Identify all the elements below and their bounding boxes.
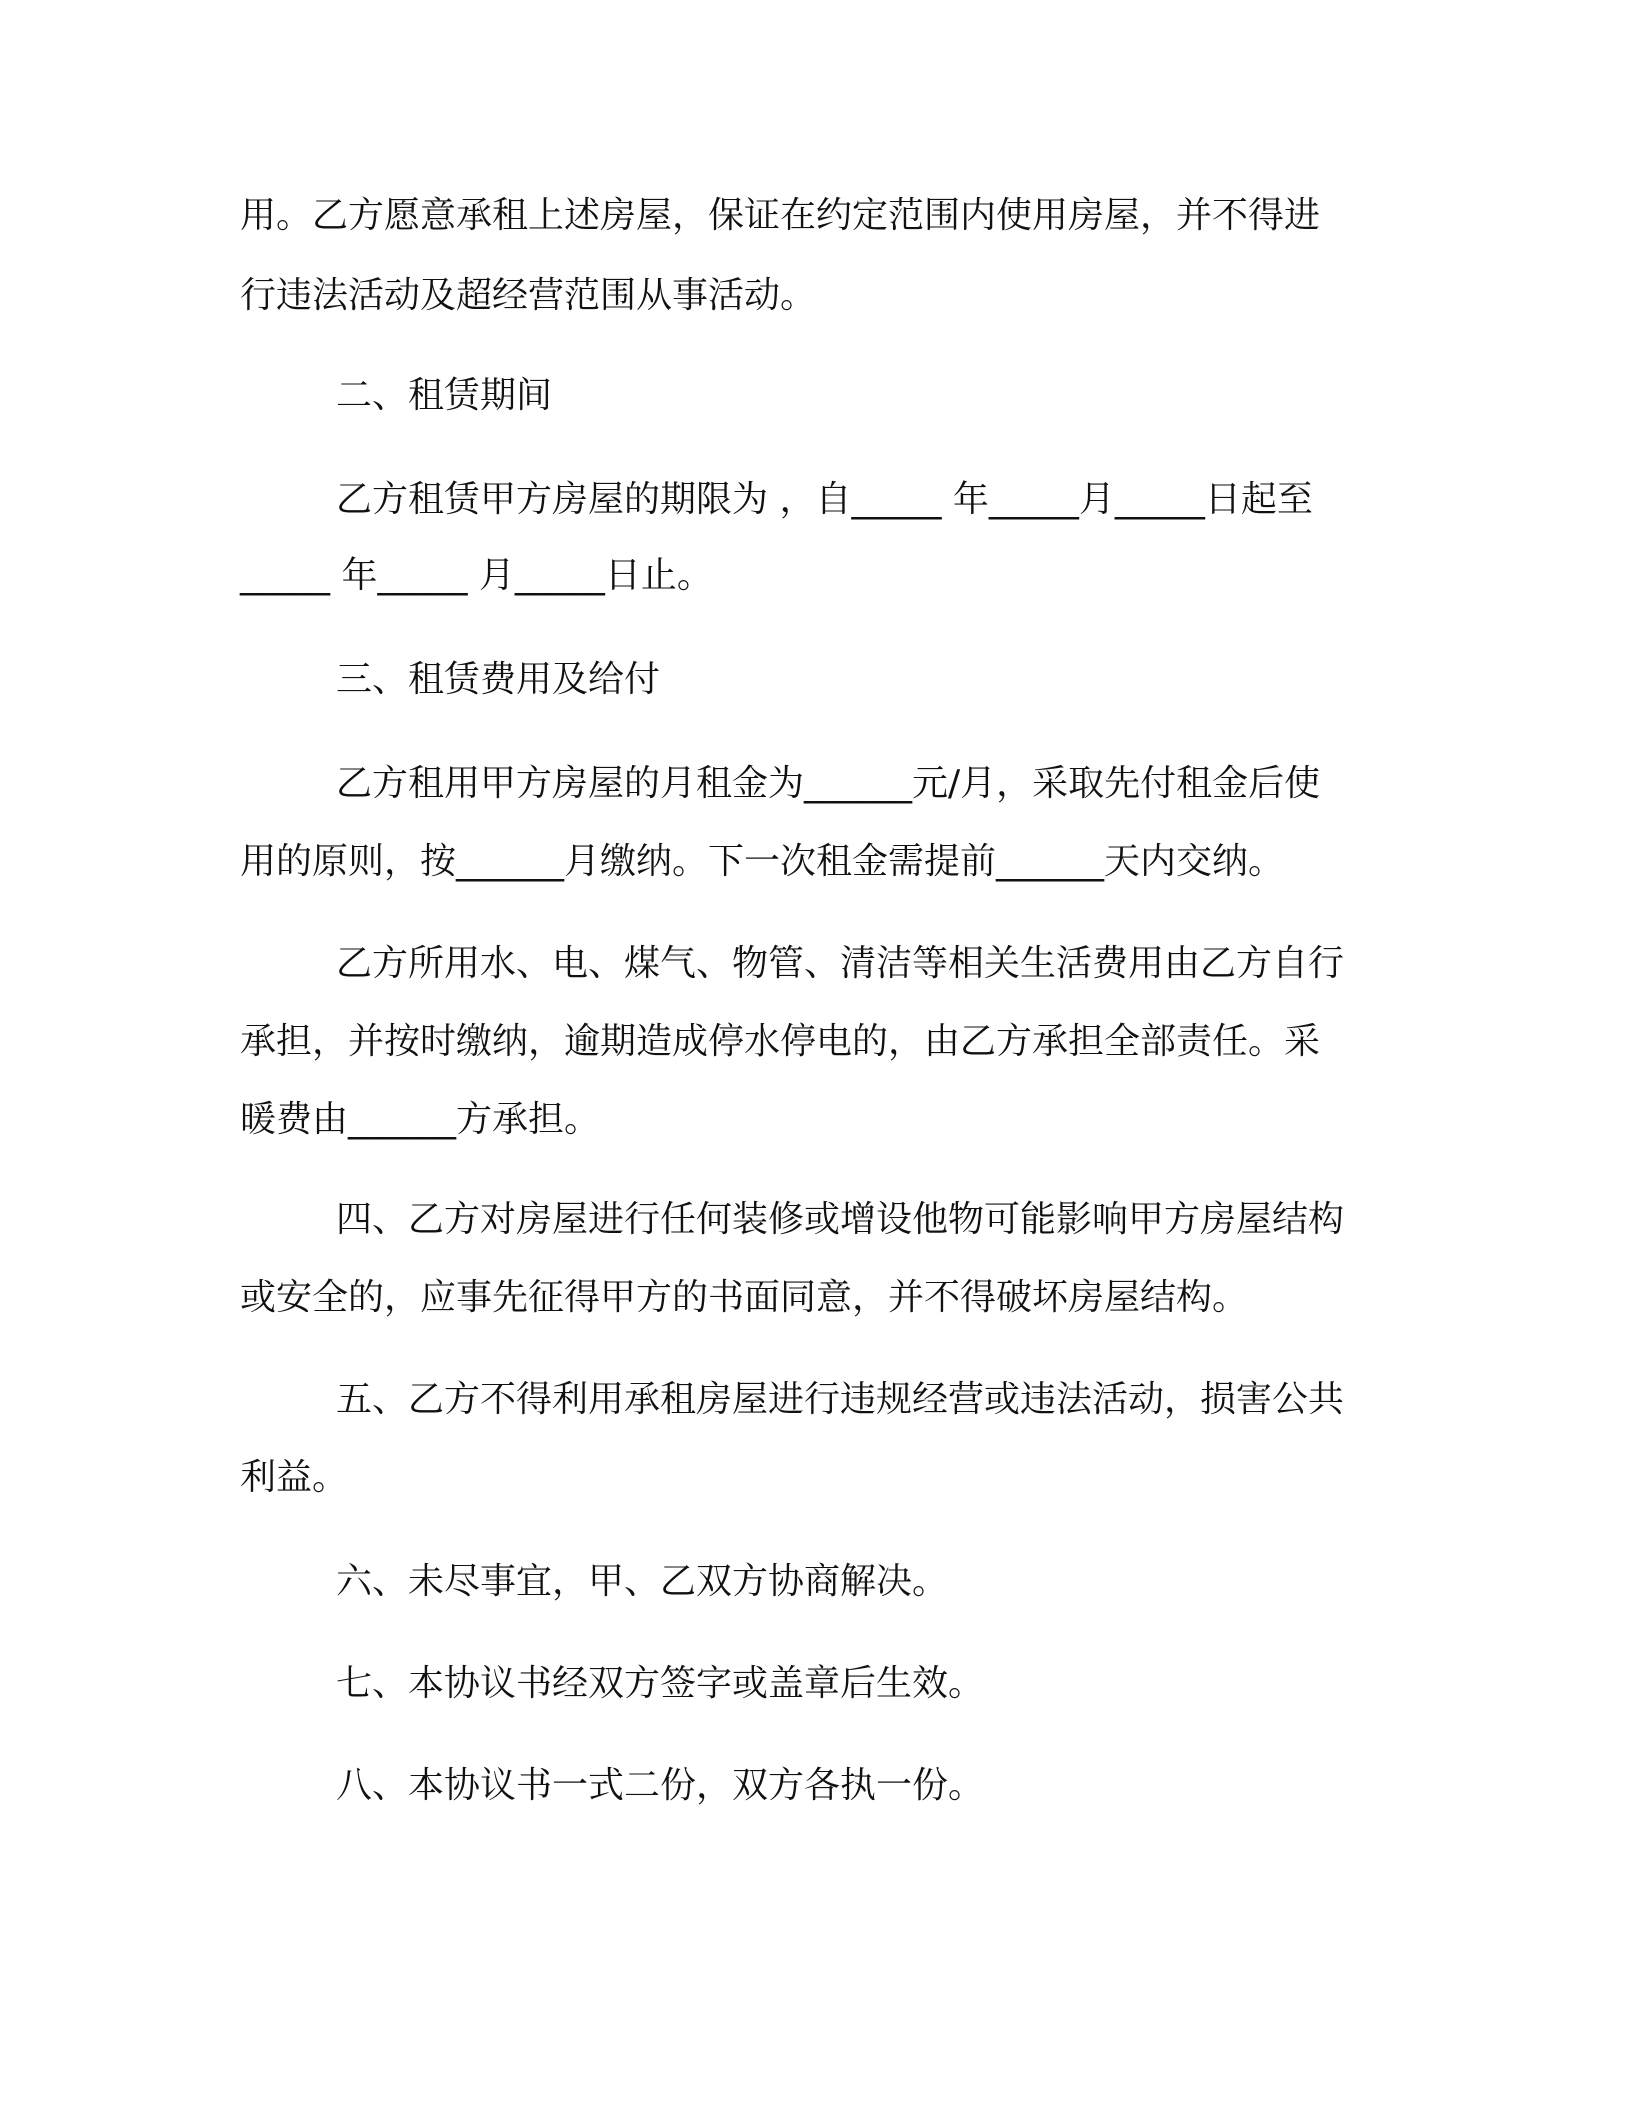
text-line: 行违法活动及超经营范围从事活动。 (240, 275, 817, 316)
text-line: 用。乙方愿意承租上述房屋，保证在约定范围内使用房屋，并不得进 (240, 195, 1321, 236)
text-line: 七、本协议书经双方签字或盖章后生效。 (336, 1663, 985, 1704)
section-heading: 三、租赁费用及给付 (336, 659, 661, 700)
text-line: 五、乙方不得利用承租房屋进行违规经营或违法活动，损害公共 (336, 1379, 1345, 1420)
text-line: _____ 年_____ 月_____日止。 (240, 555, 713, 596)
text-line: 或安全的，应事先征得甲方的书面同意，并不得破坏房屋结构。 (240, 1277, 1249, 1318)
text-line: 六、未尽事宜，甲、乙双方协商解决。 (336, 1561, 949, 1602)
text-line: 四、乙方对房屋进行任何装修或增设他物可能影响甲方房屋结构 (336, 1199, 1345, 1240)
text-line: 乙方所用水、电、煤气、物管、清洁等相关生活费用由乙方自行 (336, 943, 1345, 984)
text-line: 用的原则，按______月缴纳。下一次租金需提前______天内交纳。 (240, 841, 1285, 882)
text-line: 乙方租用甲方房屋的月租金为______元/月，采取先付租金后使 (336, 763, 1321, 804)
text-line: 八、本协议书一式二份，双方各执一份。 (336, 1765, 985, 1806)
section-heading: 二、租赁期间 (336, 375, 553, 416)
text-line: 暖费由______方承担。 (240, 1099, 601, 1140)
text-line: 承担，并按时缴纳，逾期造成停水停电的，由乙方承担全部责任。采 (240, 1021, 1321, 1062)
text-line: 利益。 (240, 1457, 349, 1498)
text-line: 乙方租赁甲方房屋的期限为 ，自_____ 年_____月_____日起至 (336, 479, 1313, 520)
